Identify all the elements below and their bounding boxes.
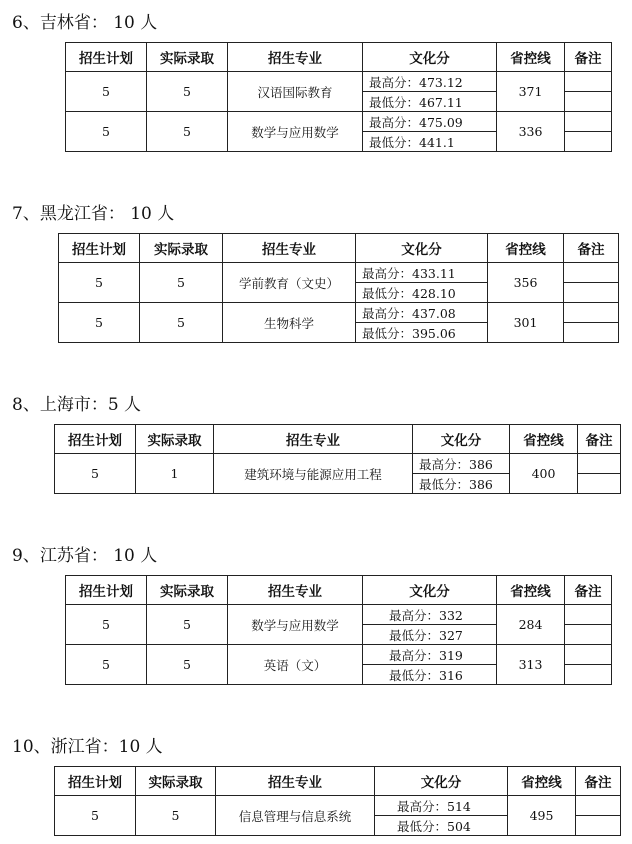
- cell-plan: 5: [66, 112, 147, 152]
- header-major: 招生专业: [223, 234, 356, 263]
- section-title: 8、上海市：5 人: [12, 395, 142, 415]
- cell-plan: 5: [55, 796, 136, 836]
- header-culture-score: 文化分: [363, 43, 497, 72]
- cell-remark: [565, 645, 612, 665]
- cell-max-score: 最高分：433.11: [356, 263, 488, 283]
- cell-admitted: 5: [147, 72, 228, 112]
- cell-max-score: 最高分：437.08: [356, 303, 488, 323]
- header-major: 招生专业: [228, 43, 363, 72]
- table-header-row: [66, 43, 612, 72]
- cell-control-line: 313: [497, 645, 565, 685]
- table-row: [59, 263, 619, 283]
- cell-major: 数学与应用数学: [228, 112, 363, 152]
- header-remark: 备注: [576, 767, 621, 796]
- header-control-line: 省控线: [497, 576, 565, 605]
- cell-remark: [565, 665, 612, 685]
- header-admitted: 实际录取: [136, 425, 214, 454]
- table-row: [66, 112, 612, 132]
- table-row: [66, 645, 612, 665]
- cell-max-score: 最高分：386: [413, 454, 510, 474]
- table-row: [66, 72, 612, 92]
- table-header-row: [59, 234, 619, 263]
- table-header-row: [55, 425, 621, 454]
- cell-major: 学前教育（文史）: [223, 263, 356, 303]
- cell-remark: [578, 474, 621, 494]
- cell-remark: [565, 625, 612, 645]
- cell-plan: 5: [66, 645, 147, 685]
- cell-max-score: 最高分：473.12: [363, 72, 497, 92]
- cell-remark: [565, 112, 612, 132]
- header-culture-score: 文化分: [356, 234, 488, 263]
- cell-major: 英语（文）: [228, 645, 363, 685]
- cell-admitted: 1: [136, 454, 214, 494]
- header-major: 招生专业: [214, 425, 413, 454]
- cell-remark: [576, 816, 621, 836]
- cell-admitted: 5: [147, 112, 228, 152]
- cell-remark: [564, 263, 619, 283]
- cell-remark: [564, 323, 619, 343]
- header-remark: 备注: [564, 234, 619, 263]
- table-row: [66, 605, 612, 625]
- header-major: 招生专业: [216, 767, 375, 796]
- section-title: 7、黑龙江省： 10 人: [12, 204, 175, 224]
- header-admitted: 实际录取: [136, 767, 216, 796]
- header-plan: 招生计划: [66, 43, 147, 72]
- header-culture-score: 文化分: [363, 576, 497, 605]
- cell-major: 建筑环境与能源应用工程: [214, 454, 413, 494]
- header-plan: 招生计划: [55, 767, 136, 796]
- cell-plan: 5: [55, 454, 136, 494]
- cell-admitted: 5: [140, 303, 223, 343]
- cell-remark: [564, 303, 619, 323]
- table-header-row: [55, 767, 621, 796]
- admission-table: [58, 233, 619, 343]
- header-admitted: 实际录取: [140, 234, 223, 263]
- cell-remark: [576, 796, 621, 816]
- table-row: [55, 454, 621, 474]
- cell-control-line: 356: [488, 263, 564, 303]
- cell-admitted: 5: [136, 796, 216, 836]
- cell-max-score: 最高分：514: [375, 796, 508, 816]
- cell-plan: 5: [66, 605, 147, 645]
- cell-plan: 5: [59, 303, 140, 343]
- admission-table: [65, 42, 612, 152]
- table-header-row: [66, 576, 612, 605]
- cell-min-score: 最低分：441.1: [363, 132, 497, 152]
- header-major: 招生专业: [228, 576, 363, 605]
- admission-table: [65, 575, 612, 685]
- cell-major: 生物科学: [223, 303, 356, 343]
- admission-table: [54, 766, 621, 836]
- header-control-line: 省控线: [508, 767, 576, 796]
- header-plan: 招生计划: [66, 576, 147, 605]
- cell-min-score: 最低分：316: [363, 665, 497, 685]
- cell-plan: 5: [66, 72, 147, 112]
- cell-remark: [565, 132, 612, 152]
- cell-remark: [578, 454, 621, 474]
- cell-control-line: 336: [497, 112, 565, 152]
- cell-major: 数学与应用数学: [228, 605, 363, 645]
- cell-control-line: 301: [488, 303, 564, 343]
- cell-control-line: 284: [497, 605, 565, 645]
- table-row: [59, 303, 619, 323]
- header-remark: 备注: [565, 43, 612, 72]
- cell-max-score: 最高分：332: [363, 605, 497, 625]
- cell-admitted: 5: [147, 605, 228, 645]
- header-control-line: 省控线: [510, 425, 578, 454]
- cell-min-score: 最低分：386: [413, 474, 510, 494]
- cell-major: 汉语国际教育: [228, 72, 363, 112]
- section-title: 9、江苏省： 10 人: [12, 546, 158, 566]
- table-row: [55, 796, 621, 816]
- header-remark: 备注: [565, 576, 612, 605]
- header-plan: 招生计划: [59, 234, 140, 263]
- header-admitted: 实际录取: [147, 576, 228, 605]
- cell-major: 信息管理与信息系统: [216, 796, 375, 836]
- cell-control-line: 371: [497, 72, 565, 112]
- section-title: 6、吉林省： 10 人: [12, 13, 158, 33]
- cell-control-line: 400: [510, 454, 578, 494]
- header-admitted: 实际录取: [147, 43, 228, 72]
- cell-min-score: 最低分：467.11: [363, 92, 497, 112]
- cell-remark: [565, 605, 612, 625]
- header-control-line: 省控线: [488, 234, 564, 263]
- cell-min-score: 最低分：504: [375, 816, 508, 836]
- cell-max-score: 最高分：319: [363, 645, 497, 665]
- cell-admitted: 5: [147, 645, 228, 685]
- cell-min-score: 最低分：327: [363, 625, 497, 645]
- header-remark: 备注: [578, 425, 621, 454]
- cell-plan: 5: [59, 263, 140, 303]
- cell-remark: [565, 72, 612, 92]
- cell-control-line: 495: [508, 796, 576, 836]
- admission-table: [54, 424, 621, 494]
- header-culture-score: 文化分: [413, 425, 510, 454]
- cell-remark: [564, 283, 619, 303]
- cell-admitted: 5: [140, 263, 223, 303]
- cell-max-score: 最高分：475.09: [363, 112, 497, 132]
- header-plan: 招生计划: [55, 425, 136, 454]
- header-control-line: 省控线: [497, 43, 565, 72]
- cell-min-score: 最低分：428.10: [356, 283, 488, 303]
- cell-remark: [565, 92, 612, 112]
- section-title: 10、浙江省：10 人: [12, 737, 163, 757]
- cell-min-score: 最低分：395.06: [356, 323, 488, 343]
- header-culture-score: 文化分: [375, 767, 508, 796]
